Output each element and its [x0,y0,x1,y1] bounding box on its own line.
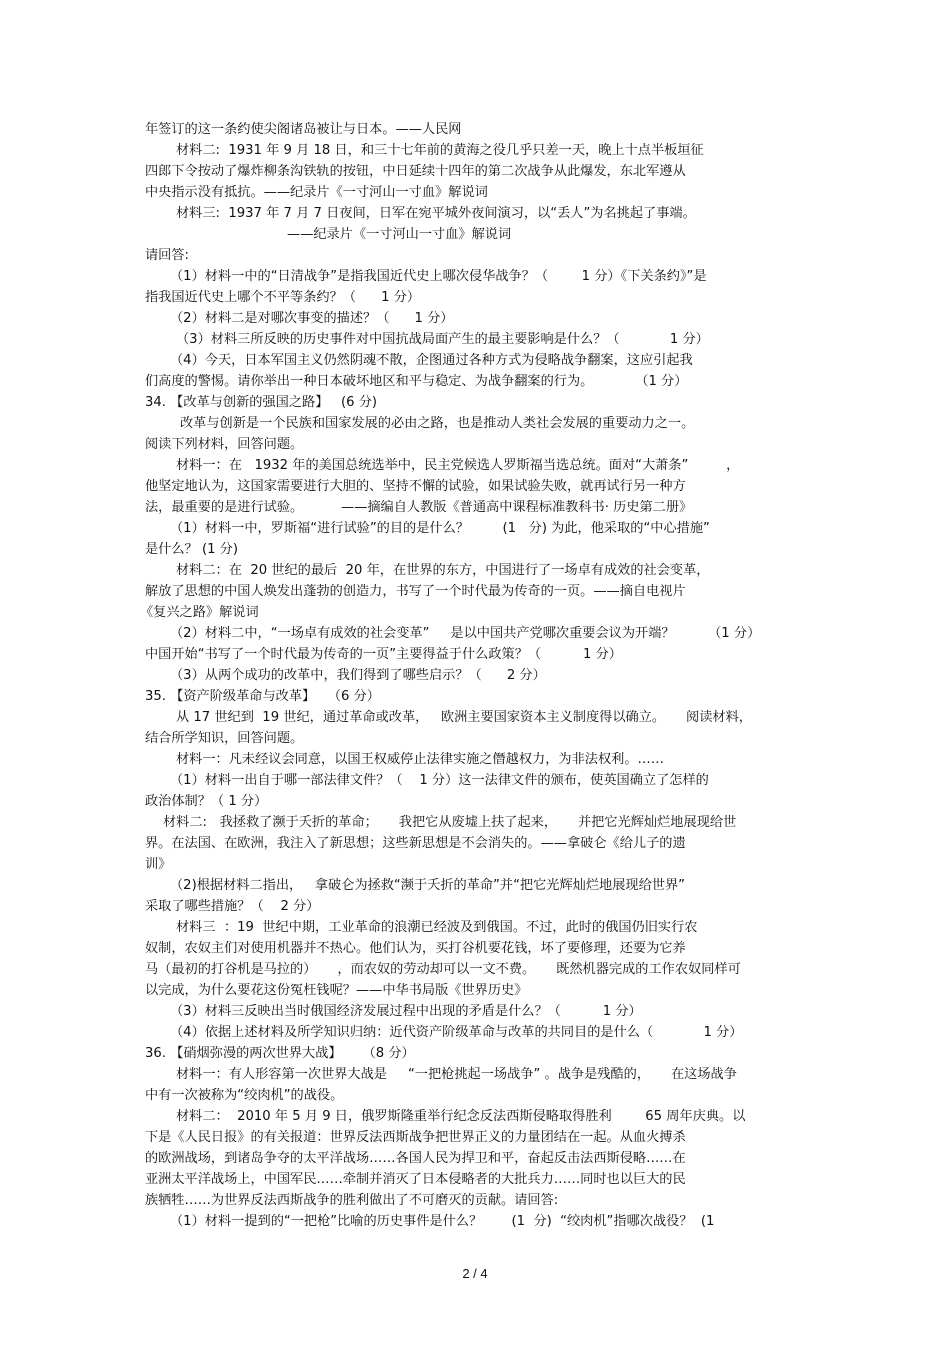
text-line: 材料二：在 20 世纪的最后 20 年，在世界的东方，中国进行了一场卓有成效的社会变革， [176,563,710,578]
text-line: 阅读下列材料，回答问题。 [145,437,304,452]
text-line: 36. 【硝烟弥漫的两次世界大战】 （8 分） [145,1046,415,1061]
text-line: 34. 【改革与创新的强国之路】 (6 分) [145,395,378,410]
text-line: 族牺牲……为世界反法西斯战争的胜利做出了不可磨灭的贡献。请回答: [145,1193,559,1208]
text-line: 的欧洲战场，到诸岛争夺的太平洋战场……各国人民为捍卫和平，奋起反击法西斯侵略……在 [145,1151,686,1166]
text-line: （4）依据上述材料及所学知识归纳：近代资产阶级革命与改革的共同目的是什么（ 1 分） [170,1025,743,1040]
text-line: 以完成，为什么要花这份冤枉钱呢？——中华书局版《世界历史》 [145,983,528,998]
text-line: 亚洲太平洋战场上，中国军民……牵制并消灭了日本侵略者的大批兵力……同时也以巨大的民 [145,1172,686,1187]
text-line: （3）从两个成功的改革中，我们得到了哪些启示？（ 2 分） [170,668,546,683]
text-line: （1）材料一出自于哪一部法律文件？（ 1 分）这一法律文件的颁布，使英国确立了怎样的 [170,773,709,788]
text-line: 训》 [145,857,172,872]
text-line: （2)根据材料二指出， 拿破仑为拯救“濒于夭折的革命”并“把它光辉灿烂地展现给世界” [170,878,685,893]
text-line: 材料一：凡未经议会同意，以国王权威停止法律实施之僭越权力，为非法权利。…… [176,752,664,767]
text-line: 请回答: [145,248,190,263]
text-line: 法，最重要的是进行试验。 ——摘编自人教版《普通高中课程标准教科书· 历史第二册》 [145,500,693,515]
text-line: （2）材料二是对哪次事变的描述？（ 1 分） [170,311,454,326]
text-line: 政治体制？（ 1 分） [145,794,268,809]
text-line: 材料三: 1937 年 7 月 7 日夜间，日军在宛平城外夜间演习，以“丢人”为名挑起了事端。 [176,206,696,221]
text-line: （4）今天，日本军国主义仍然阴魂不散，企图通过各种方式为侵略战争翻案，这应引起我 [170,353,693,368]
text-line: 材料一：在 1932 年的美国总统选举中，民主党候选人罗斯福当选总统。面对“大萧条” ， [176,458,740,473]
text-line: 四郎下令按动了爆炸柳条沟铁轨的按钮，中日延续十四年的第二次战争从此爆发，东北军遵从 [145,164,686,179]
page-number: 2 / 4 [462,1266,488,1281]
text-line: 年签订的这一条约使尖阁诸岛被让与日本。——人民网 [145,122,462,137]
text-line: （2）材料二中，“一场卓有成效的社会变革” 是以中国共产党哪次重要会议为开端？ （1 分） [170,626,761,641]
text-line: 中央指示没有抵抗。——纪录片《一寸河山一寸血》解说词 [145,185,488,200]
text-line: 界。在法国、在欧洲，我注入了新思想；这些新思想是不会消失的。——拿破仑《给儿子的遗 [145,836,686,851]
text-line: 材料三 ：19 世纪中期，工业革命的浪潮已经波及到俄国。不过，此时的俄国仍旧实行农 [176,920,698,935]
text-line: （3）材料三所反映的历史事件对中国抗战局面产生的最主要影响是什么？（ 1 分） [176,332,709,347]
text-line: 马（最初的打谷机是马拉的） ，而农奴的劳动却可以一文不费。 既然机器完成的工作农奴同样可 [145,962,741,977]
text-line: （1）材料一中的“日清战争”是指我国近代史上哪次侵华战争？（ 1 分）《下关条约》”是 [170,269,707,284]
text-line: 是什么？ (1 分) [145,542,239,557]
text-line: 指我国近代史上哪个不平等条约？（ 1 分） [145,290,421,305]
text-line: 中有一次被称为“绞肉机”的战役。 [145,1088,344,1103]
text-line: 材料一：有人形容第一次世界大战是 “一把枪挑起一场战争” 。战争是残酷的， 在这场战争 [176,1067,737,1082]
text-line: 奴制，农奴主们对使用机器并不热心。他们认为，买打谷机要花钱，坏了要修理，还要为它养 [145,941,686,956]
text-line: （3）材料三反映出当时俄国经济发展过程中出现的矛盾是什么？（ 1 分） [170,1004,642,1019]
text-line: 改革与创新是一个民族和国家发展的必由之路，也是推动人类社会发展的重要动力之一。 [180,416,695,431]
text-line: （1）材料一中，罗斯福“进行试验”的目的是什么？ (1 分) 为此，他采取的“中心措施” [170,521,710,536]
text-line: 结合所学知识，回答问题。 [145,731,304,746]
text-line: （1）材料一提到的“一把枪”比喻的历史事件是什么？ (1 分) “绞肉机”指哪次战役？ (1 [170,1214,715,1229]
text-line: 解放了思想的中国人焕发出蓬勃的创造力，书写了一个时代最为传奇的一页。——摘自电视片 [145,584,686,599]
text-line: 们高度的警惕。请你举出一种日本破坏地区和平与稳定、为战争翻案的行为。 （1 分） [145,374,688,389]
text-line: 《复兴之路》解说词 [140,605,259,620]
text-line: 下是《人民日报》的有关报道：世界反法西斯战争把世界正义的力量团结在一起。从血火搏杀 [145,1130,686,1145]
text-line: 他坚定地认为，这国家需要进行大胆的、坚持不懈的试验，如果试验失败，就再试行另一种方 [145,479,686,494]
text-line: 中国开始“书写了一个时代最为传奇的一页”主要得益于什么政策？（ 1 分） [145,647,622,662]
text-line: ——纪录片《一寸河山一寸血》解说词 [287,227,512,242]
text-line: 材料二: 我拯救了濒于夭折的革命； 我把它从废墟上扶了起来， 并把它光辉灿烂地展现给世 [163,815,737,830]
text-line: 35. 【资产阶级革命与改革】 （6 分） [145,689,380,704]
text-line: 材料二： 2010 年 5 月 9 日，俄罗斯隆重举行纪念反法西斯侵略取得胜利 65 周年庆典。以 [176,1109,746,1124]
text-line: 材料二: 1931 年 9 月 18 日，和三十七年前的黄海之役几乎只差一天，晚上十点半板垣征 [176,143,704,158]
text-line: 采取了哪些措施？（ 2 分） [145,899,320,914]
text-line: 从 17 世纪到 19 世纪，通过革命或改革， 欧洲主要国家资本主义制度得以确立。 阅读材料， [176,710,752,725]
